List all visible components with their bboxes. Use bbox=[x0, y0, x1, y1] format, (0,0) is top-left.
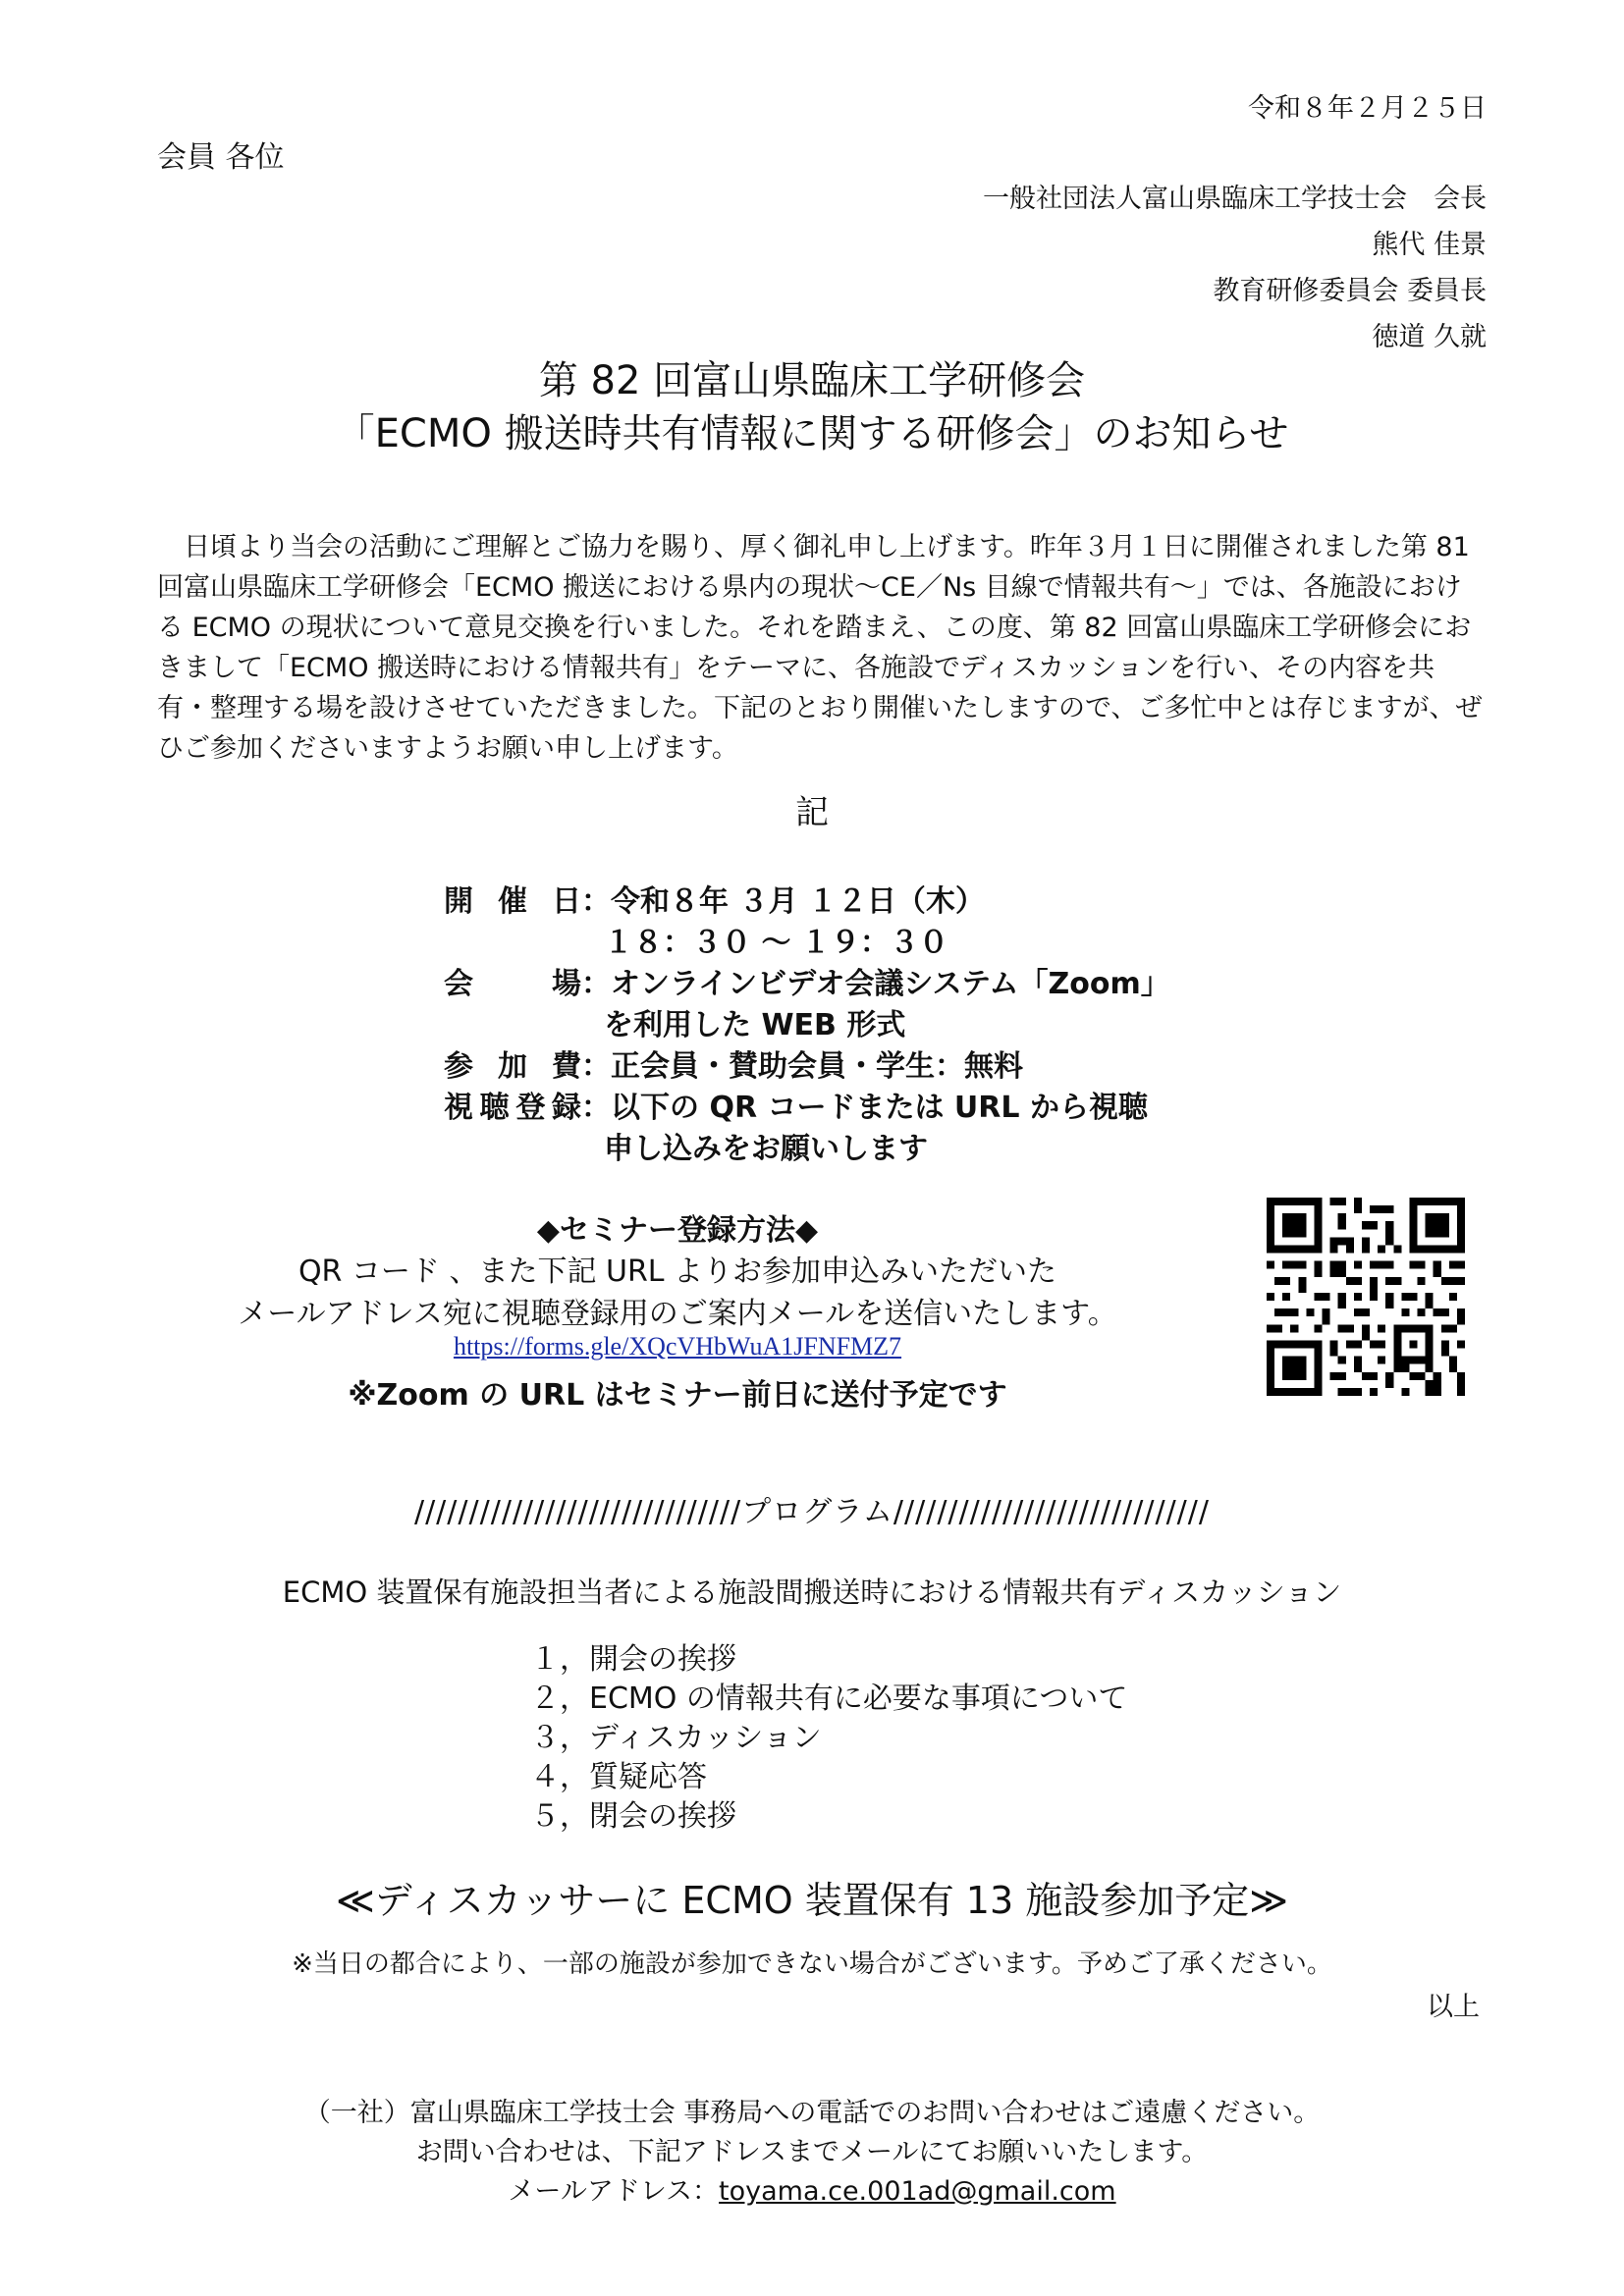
sender-organization: 一般社団法人富山県臨床工学技士会 会長 bbox=[983, 184, 1487, 214]
closing-ijo: 以上 bbox=[1427, 1992, 1480, 2022]
registration-value: 以下の QR コードまたは URL から視聴 bbox=[611, 1091, 1148, 1125]
ki-heading: 記 bbox=[795, 793, 829, 832]
seminar-heading: ◆セミナー登録方法◆ bbox=[536, 1213, 819, 1248]
event-time-value: １８：３０ ～ １９：３０ bbox=[604, 926, 948, 960]
seminar-instruction-line2: メールアドレス宛に視聴登録用のご案内メールを送信いたします。 bbox=[238, 1297, 1117, 1331]
event-date-value: 令和８年 ３月 １２日（木） bbox=[611, 884, 985, 919]
zoom-url-note: ※Zoom の URL はセミナー前日に送付予定です bbox=[348, 1378, 1007, 1413]
venue-row: 会場：オンラインビデオ会議システム「Zoom」 bbox=[444, 959, 1170, 1002]
registration-value-continued: 申し込みをお願いします bbox=[604, 1132, 928, 1166]
program-item: ５，閉会の挨拶 bbox=[530, 1799, 736, 1834]
fee-row: 参加費：正会員・賛助会員・学生：無料 bbox=[444, 1041, 1023, 1085]
program-item: ２，ECMO の情報共有に必要な事項について bbox=[530, 1682, 1128, 1716]
addressee: 会員 各位 bbox=[157, 140, 285, 175]
footer-email-link[interactable]: toyama.ce.001ad@gmail.com bbox=[719, 2176, 1116, 2207]
body-paragraph: 日頃より当会の活動にご理解とご協力を賜り、厚く御礼申し上げます。昨年３月１日に開催されました第 81 回富山県臨床工学研修会「ECMO 搬送における県内の現状～CE／Ns 目線で情報共有～」では、各施設における ECMO の現状について意見交換を行いました。それを踏まえ、この度、第 82 回富山県臨床工学研修会におきまして「ECMO 搬送時における情報共有」をテーマに、各施設でディスカッションを行い、その内容を共有・整理する場を設けさせていただきました。下記のとおり開催いたしますので、ご多忙中とは存じますが、ぜひご参加くださいますようお願い申し上げます。 bbox=[157, 532, 1483, 764]
fee-label: 参加費 bbox=[444, 1049, 581, 1084]
event-date-label: 開催日 bbox=[444, 884, 581, 919]
venue-value-continued: を利用した WEB 形式 bbox=[604, 1008, 906, 1042]
sender-president-name: 熊代 佳景 bbox=[1372, 230, 1487, 260]
footer-email-label: メールアドレス： bbox=[508, 2176, 720, 2207]
program-item: ３，ディスカッション bbox=[530, 1721, 822, 1755]
venue-label: 会場 bbox=[444, 967, 581, 1001]
document-date: 令和８年２月２５日 bbox=[1248, 93, 1487, 124]
seminar-instruction-line1: QR コード 、また下記 URL よりお参加申込みいただいた bbox=[298, 1255, 1057, 1289]
program-item: １，開会の挨拶 bbox=[530, 1642, 736, 1677]
footer-phone-notice: （一社）富山県臨床工学技士会 事務局への電話でのお問い合わせはご遠慮ください。 bbox=[303, 2098, 1321, 2128]
event-date-row: 開催日：令和８年 ３月 １２日（木） bbox=[444, 877, 985, 920]
fee-value: 正会員・賛助会員・学生：無料 bbox=[611, 1049, 1023, 1084]
registration-label: 視聴登録 bbox=[444, 1091, 581, 1125]
program-divider: //////////////////////////////プログラム///////////////////////////// bbox=[413, 1495, 1211, 1529]
participation-note: ※当日の都合により、一部の施設が参加できない場合がございます。予めご了承ください。 bbox=[292, 1949, 1332, 1979]
footer-email-instruction: お問い合わせは、下記アドレスまでメールにてお願いいたします。 bbox=[415, 2137, 1209, 2167]
registration-row: 視聴登録：以下の QR コードまたは URL から視聴 bbox=[444, 1083, 1148, 1126]
registration-url-link[interactable]: https://forms.gle/XQcVHbWuA1JFNFMZ7 bbox=[453, 1332, 902, 1361]
sender-chair-name: 徳道 久就 bbox=[1372, 322, 1487, 352]
program-description: ECMO 装置保有施設担当者による施設間搬送時における情報共有ディスカッション bbox=[282, 1575, 1342, 1609]
venue-value: オンラインビデオ会議システム「Zoom」 bbox=[611, 967, 1170, 1001]
discusser-announcement: ≪ディスカッサーに ECMO 装置保有 13 施設参加予定≫ bbox=[335, 1879, 1289, 1922]
document-title-line2: 「ECMO 搬送時共有情報に関する研修会」のお知らせ bbox=[335, 411, 1289, 456]
program-item: ４，質疑応答 bbox=[530, 1760, 707, 1794]
sender-committee: 教育研修委員会 委員長 bbox=[1213, 276, 1487, 306]
footer-email-row bbox=[0, 2169, 1624, 2208]
qr-code-image bbox=[1267, 1198, 1465, 1396]
document-title-line1: 第 82 回富山県臨床工学研修会 bbox=[538, 358, 1086, 403]
